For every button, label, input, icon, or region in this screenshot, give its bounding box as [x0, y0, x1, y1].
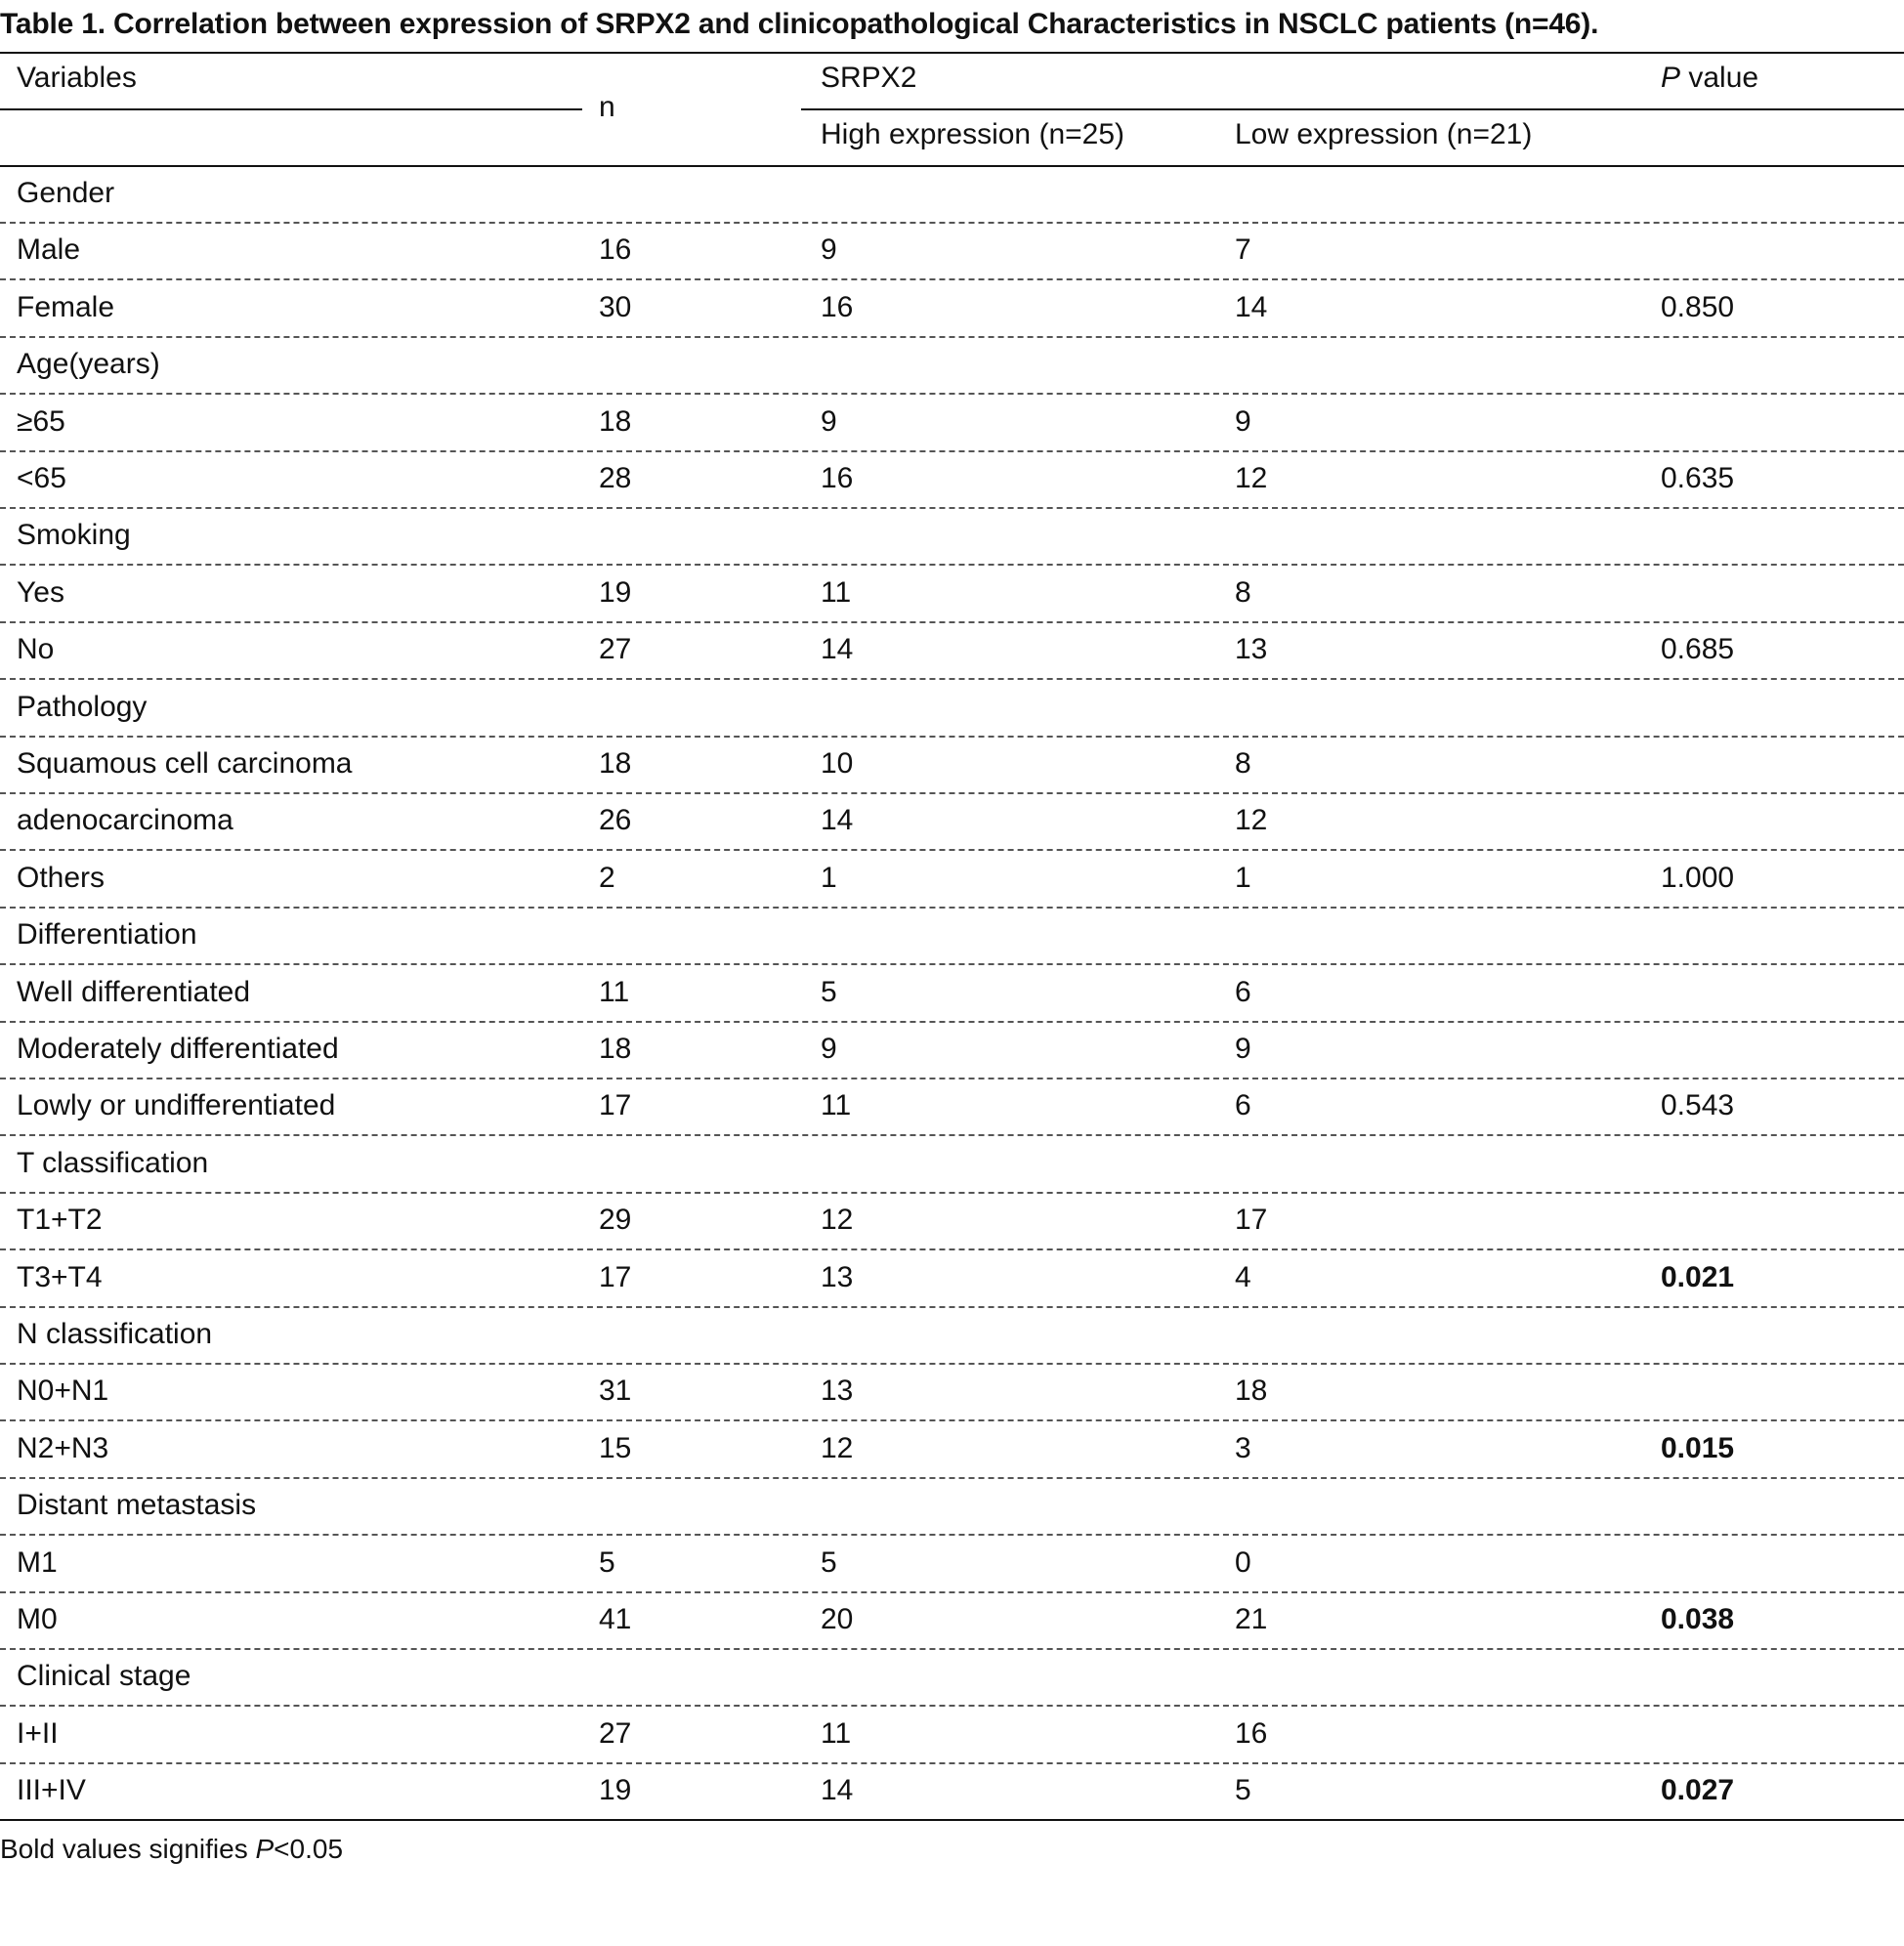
table-row — [0, 1537, 1904, 1593]
table-row — [0, 338, 1904, 395]
cell-high: 14 — [821, 633, 854, 666]
table-top-rule — [0, 52, 1904, 54]
header-rule-left — [0, 108, 582, 110]
table-row — [0, 852, 1904, 909]
header-low-expression: Low expression (n=21) — [1235, 118, 1533, 150]
cell-high: 12 — [821, 1431, 854, 1464]
table-row — [0, 1194, 1904, 1250]
cell-p: 0.543 — [1661, 1089, 1735, 1122]
cell-high: 5 — [821, 1545, 837, 1579]
cell-label: Smoking — [17, 519, 131, 552]
table-row — [0, 567, 1904, 623]
table-row — [0, 452, 1904, 509]
table-row — [0, 1079, 1904, 1136]
table-row — [0, 794, 1904, 851]
cell-label: Pathology — [17, 690, 148, 723]
table-footnote — [0, 1834, 343, 1865]
cell-n: 11 — [599, 975, 630, 1008]
cell-p: 0.850 — [1661, 290, 1735, 323]
footnote-italic-p: P — [255, 1834, 275, 1864]
cell-high: 14 — [821, 1774, 854, 1807]
cell-low: 6 — [1235, 975, 1251, 1008]
cell-label: Gender — [17, 177, 115, 209]
cell-label: M0 — [17, 1603, 58, 1635]
footnote-suffix: <0.05 — [274, 1834, 344, 1864]
cell-label: Differentiation — [17, 918, 197, 952]
header-rule-right — [801, 108, 1904, 110]
table-row — [0, 1023, 1904, 1079]
cell-low: 16 — [1235, 1716, 1268, 1750]
cell-p: 1.000 — [1661, 861, 1735, 894]
cell-high: 16 — [821, 462, 854, 494]
cell-low: 9 — [1235, 404, 1251, 438]
cell-label: Others — [17, 861, 106, 894]
table-row — [0, 1251, 1904, 1308]
cell-low: 1 — [1235, 861, 1251, 894]
cell-n: 41 — [599, 1603, 632, 1635]
cell-label: N0+N1 — [17, 1375, 109, 1408]
cell-label: <65 — [17, 462, 66, 494]
cell-n: 2 — [599, 861, 615, 894]
cell-high: 9 — [821, 233, 837, 267]
cell-low: 13 — [1235, 633, 1268, 666]
cell-n: 15 — [599, 1431, 632, 1464]
cell-label: adenocarcinoma — [17, 804, 233, 837]
cell-label: Male — [17, 233, 81, 267]
header-p-value — [1661, 62, 1758, 95]
cell-low: 4 — [1235, 1260, 1251, 1293]
cell-low: 0 — [1235, 1545, 1251, 1579]
cell-label: Clinical stage — [17, 1660, 191, 1693]
cell-n: 5 — [599, 1545, 615, 1579]
table-row — [0, 1479, 1904, 1536]
cell-label: T3+T4 — [17, 1260, 103, 1293]
cell-low: 6 — [1235, 1089, 1251, 1122]
table-row — [0, 167, 1904, 224]
table-row — [0, 1650, 1904, 1707]
cell-high: 14 — [821, 804, 854, 837]
cell-n: 27 — [599, 633, 632, 666]
cell-low: 12 — [1235, 462, 1268, 494]
cell-low: 7 — [1235, 233, 1251, 267]
cell-n: 17 — [599, 1089, 632, 1122]
header-high-expression: High expression (n=25) — [821, 118, 1125, 150]
table-row — [0, 281, 1904, 338]
table-row — [0, 909, 1904, 965]
table-row — [0, 1764, 1904, 1821]
cell-low: 9 — [1235, 1033, 1251, 1065]
cell-low: 12 — [1235, 804, 1268, 837]
cell-low: 8 — [1235, 747, 1251, 780]
cell-label: Moderately differentiated — [17, 1033, 339, 1065]
cell-label: Well differentiated — [17, 975, 251, 1008]
table-row — [0, 623, 1904, 680]
table-row — [0, 1708, 1904, 1764]
cell-label: Female — [17, 290, 115, 323]
cell-high: 1 — [821, 861, 837, 894]
cell-label: Lowly or undifferentiated — [17, 1089, 336, 1122]
cell-high: 12 — [821, 1204, 854, 1237]
cell-low: 21 — [1235, 1603, 1268, 1635]
cell-n: 30 — [599, 290, 632, 323]
cell-low: 17 — [1235, 1204, 1268, 1237]
table-row — [0, 1137, 1904, 1194]
cell-high: 9 — [821, 404, 837, 438]
cell-label: I+II — [17, 1716, 59, 1750]
cell-n: 28 — [599, 462, 632, 494]
cell-n: 26 — [599, 804, 632, 837]
cell-label: Squamous cell carcinoma — [17, 747, 353, 780]
cell-high: 5 — [821, 975, 837, 1008]
cell-high: 16 — [821, 290, 854, 323]
table-row — [0, 1593, 1904, 1650]
cell-low: 3 — [1235, 1431, 1251, 1464]
cell-n: 31 — [599, 1375, 632, 1408]
cell-p: 0.038 — [1661, 1603, 1735, 1635]
header-srpx2: SRPX2 — [821, 62, 917, 94]
cell-high: 20 — [821, 1603, 854, 1635]
cell-label: N2+N3 — [17, 1431, 109, 1464]
cell-n: 17 — [599, 1260, 632, 1293]
cell-high: 11 — [821, 1716, 852, 1750]
cell-high: 10 — [821, 747, 854, 780]
table-row — [0, 1422, 1904, 1479]
cell-low: 8 — [1235, 575, 1251, 609]
footnote-prefix: Bold values signifies — [0, 1834, 256, 1864]
cell-p: 0.685 — [1661, 633, 1735, 666]
cell-label: M1 — [17, 1545, 58, 1579]
cell-p: 0.027 — [1661, 1774, 1735, 1807]
cell-n: 18 — [599, 404, 632, 438]
header-p-rest: value — [1680, 62, 1759, 94]
table-row — [0, 966, 1904, 1023]
cell-p: 0.021 — [1661, 1260, 1735, 1293]
cell-n: 29 — [599, 1204, 632, 1237]
cell-p: 0.635 — [1661, 462, 1735, 494]
cell-n: 19 — [599, 575, 632, 609]
table-row — [0, 1365, 1904, 1421]
cell-n: 18 — [599, 1033, 632, 1065]
table-row — [0, 509, 1904, 566]
cell-label: Age(years) — [17, 348, 160, 381]
header-n: n — [599, 91, 615, 123]
table-row — [0, 224, 1904, 280]
cell-label: Yes — [17, 575, 64, 609]
cell-n: 27 — [599, 1716, 632, 1750]
table-row — [0, 396, 1904, 452]
cell-low: 5 — [1235, 1774, 1251, 1807]
table-row — [0, 681, 1904, 738]
cell-low: 18 — [1235, 1375, 1268, 1408]
cell-label: Distant metastasis — [17, 1489, 257, 1522]
table-row — [0, 1308, 1904, 1365]
header-variables: Variables — [17, 62, 137, 94]
cell-n: 19 — [599, 1774, 632, 1807]
cell-label: ≥65 — [17, 404, 65, 438]
cell-high: 11 — [821, 1089, 852, 1122]
cell-high: 11 — [821, 575, 852, 609]
cell-high: 9 — [821, 1033, 837, 1065]
cell-low: 14 — [1235, 290, 1268, 323]
cell-label: N classification — [17, 1318, 213, 1350]
table-caption: Table 1. Correlation between expression of SRPX2 and clinicopathological Characteristics in NSCLC patients (n=46). — [0, 8, 1599, 40]
cell-p: 0.015 — [1661, 1431, 1735, 1464]
cell-label: No — [17, 633, 55, 666]
cell-label: T classification — [17, 1146, 209, 1179]
cell-n: 18 — [599, 747, 632, 780]
header-p-italic: P — [1661, 62, 1681, 94]
table-row — [0, 738, 1904, 794]
cell-label: III+IV — [17, 1774, 86, 1807]
cell-high: 13 — [821, 1375, 854, 1408]
cell-high: 13 — [821, 1260, 854, 1293]
cell-label: T1+T2 — [17, 1204, 103, 1237]
cell-n: 16 — [599, 233, 632, 267]
